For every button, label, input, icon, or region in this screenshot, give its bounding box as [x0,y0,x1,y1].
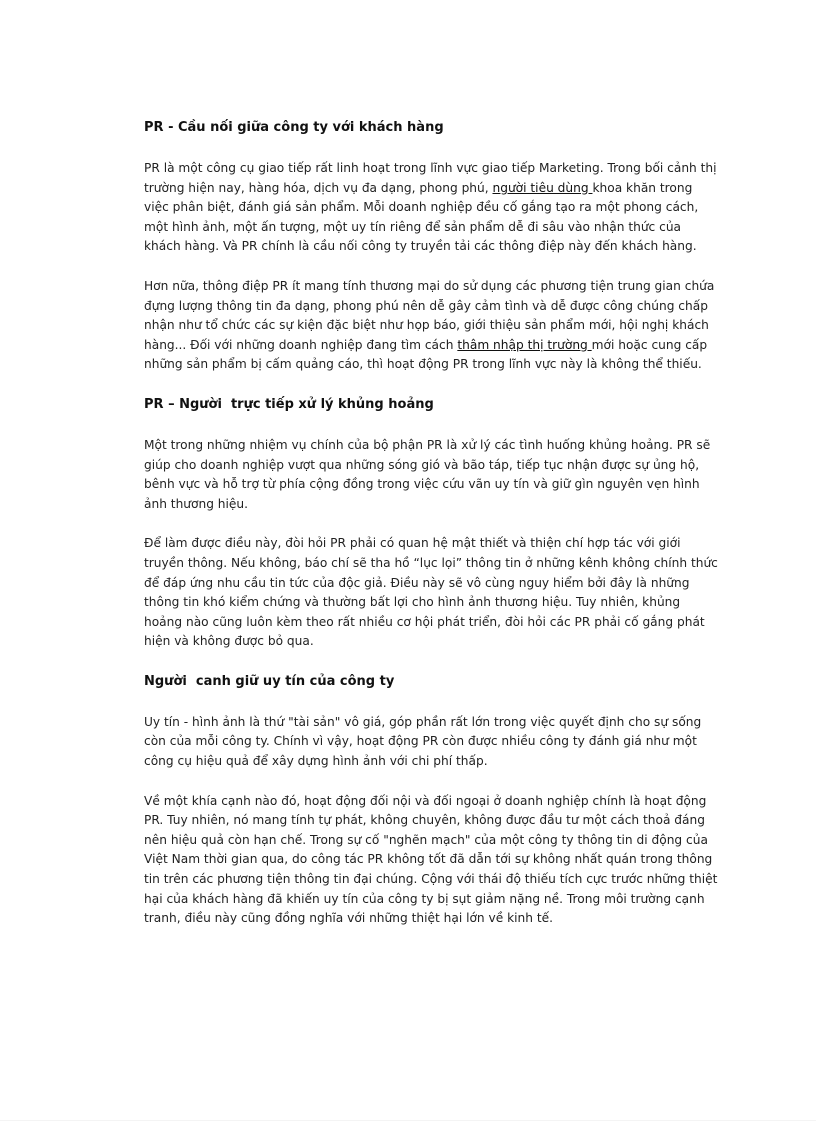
section-pr-reputation [144,672,719,929]
paragraph: Về một khía cạnh nào đó, hoạt động đối nội và đối ngoại ở doanh nghiệp chính là hoạt động PR. Tuy nhiên, nó mang tính tự phát, không chuyên, không được đầu tư một cách thoả đáng nên hiệu quả còn hạn chế. Trong sự cố "nghẽn mạch" của một công ty thông tin di động của Việt Nam thời gian qua, do công tác PR không tốt đã dẫn tới sự không nhất quán trong thông tin trên các phương tiện thông tin đại chúng. Cộng với thái độ thiếu tích cực trước những thiệt hại của khách hàng đã khiến uy tín của công ty bị sụt giảm nặng nề. Trong môi trường cạnh tranh, điều này cũng đồng nghĩa với những thiệt hại lớn về kinh tế. [144,793,718,926]
paragraph: Để làm được điều này, đòi hỏi PR phải có quan hệ mật thiết và thiện chí hợp tác với giới truyền thông. Nếu không, báo chí sẽ tha hồ “lục lọi” thông tin ở những kênh không chính thức để đáp ứng nhu cầu tin tức của độc giả. Điều này sẽ vô cùng nguy hiểm bởi đây là những thông tin khó kiểm chứng và thường bất lợi cho hình ảnh thương hiệu. Tuy nhiên, khủng hoảng nào cũng luôn kèm theo rất nhiều cơ hội phát triển, đòi hỏi các PR phải cố gắng phát hiện và không được bỏ qua. [144,536,718,649]
section-pr-crisis [144,395,719,652]
section-pr-bridge [144,118,719,375]
paragraph: Một trong những nhiệm vụ chính của bộ phận PR là xử lý các tình huống khủng hoảng. PR sẽ giúp cho doanh nghiệp vượt qua những sóng gió và bão táp, tiếp tục nhận được sự ủng hộ, bênh vực và hỗ trợ từ phía cộng đồng trong việc cứu vãn uy tín và giữ gìn nguyên vẹn hình ảnh thương hiệu. [144,437,711,511]
paragraph: Hơn nữa, thông điệp PR ít mang tính thương mại do sử dụng các phương tiện trung gian chứa đựng lượng thông tin đa dạng, phong phú nên dễ gây cảm tình và dễ được công chúng chấp nhận như tổ chức các sự kiện đặc biệt như họp báo, giới thiệu sản phẩm mới, hội nghị khách hàng... Đối với những doanh nghiệp đang tìm cách thâm nhập thị trường mới hoặc cung cấp những sản phẩm bị cấm quảng cáo, thì hoạt động PR trong lĩnh vực này là không thể thiếu. [144,278,715,372]
paragraph: Uy tín - hình ảnh là thứ "tài sản" vô giá, góp phần rất lớn trong việc quyết định cho sự sống còn của mỗi công ty. Chính vì vậy, hoạt động PR còn được nhiều công ty đánh giá như một công cụ hiệu quả để xây dựng hình ảnh với chi phí thấp. [144,714,702,769]
link-nguoi-tieu-dung[interactable]: người tiêu dùng [492,180,593,195]
link-tham-nhap-thi-truong[interactable]: thâm nhập thị trường [457,337,592,352]
section-heading: PR - Cầu nối giữa công ty với khách hàng [144,120,444,135]
section-heading: PR – Người trực tiếp xử lý khủng hoảng [144,396,434,412]
paragraph: PR là một công cụ giao tiếp rất linh hoạt trong lĩnh vực giao tiếp Marketing. Trong bối cảnh thị trường hiện nay, hàng hóa, dịch vụ đa dạng, phong phú, người tiêu dùng khoa khăn trong việc phân biệt, đánh giá sản phẩm. Mỗi doanh nghiệp đều cố gắng tạo ra một phong cách, một hình ảnh, một ấn tượng, một uy tín riêng để sản phẩm dễ đi sâu vào nhận thức của khách hàng. Và PR chính là cầu nối công ty truyền tải các thông điệp này đến khách hàng. [144,161,717,254]
page-bottom-edge [0,1120,816,1121]
section-heading: Người canh giữ uy tín của công ty [144,673,395,689]
document-body [144,118,719,929]
